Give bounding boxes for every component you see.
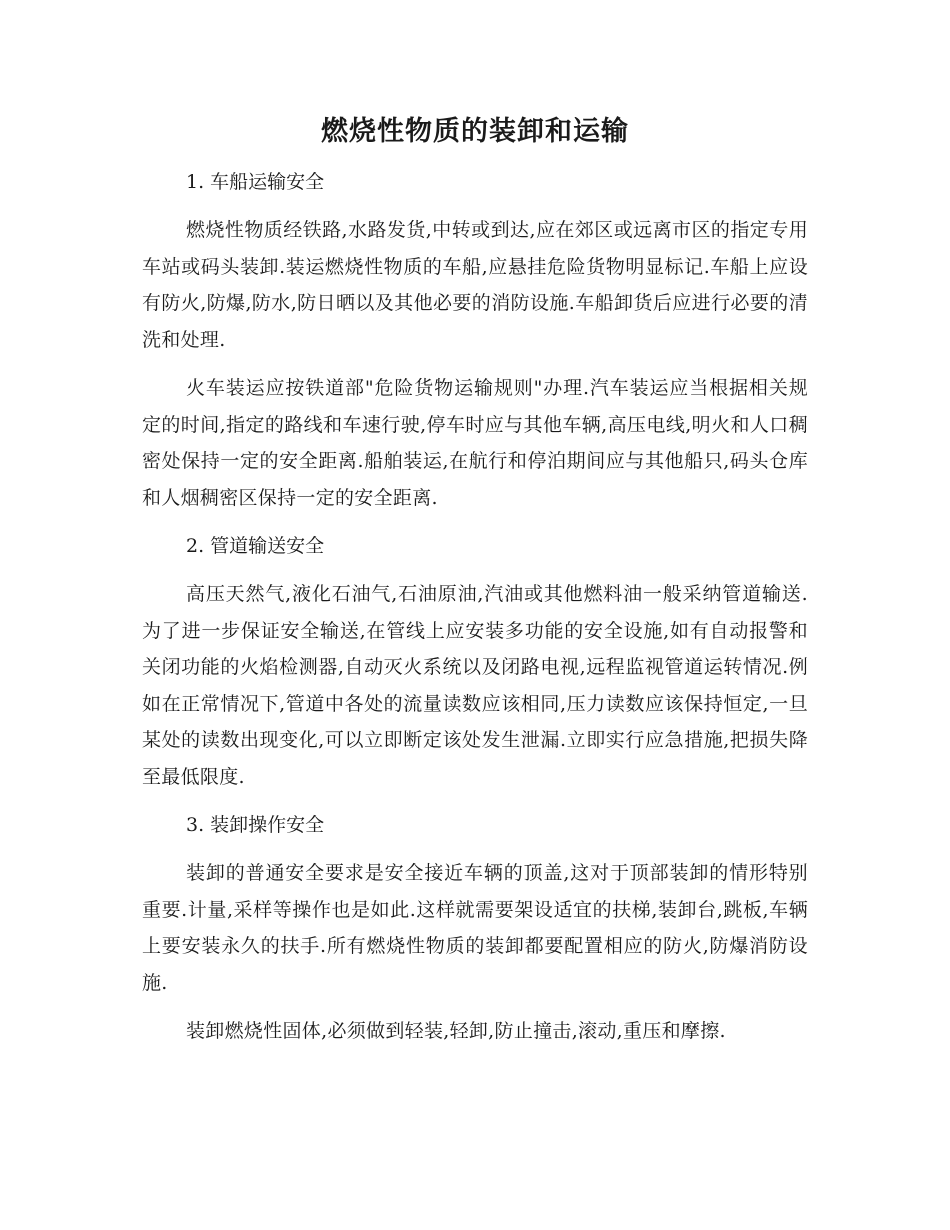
document-body <box>142 112 808 1062</box>
section-heading: 2. 管道输送安全 <box>186 535 325 557</box>
paragraph: 高压天然气,液化石油气,石油原油,汽油或其他燃料油一般采纳管道输送.为了进一步保证安全输送,在管线上应安装多功能的安全设施,如有自动报警和关闭功能的火焰检测器,自动灭火系统以及闭路电视,远程监视管道运转情况.例如在正常情况下,管道中各处的流量读数应该相同,压力读数应该保持恒定,一旦某处的读数出现变化,可以立即断定该处发生泄漏.立即实行应急措施,把损失降至最低限度. <box>142 583 808 788</box>
document-title: 燃烧性物质的装卸和运输 <box>321 116 629 147</box>
section-heading: 1. 车船运输安全 <box>186 171 325 193</box>
paragraph: 燃烧性物质经铁路,水路发货,中转或到达,应在郊区或远离市区的指定专用车站或码头装卸.装运燃烧性物质的车船,应悬挂危险货物明显标记.车船上应设有防火,防爆,防水,防日晒以及其他必要的消防设施.车船卸货后应进行必要的清洗和处理. <box>142 219 808 351</box>
section-loading-operations <box>142 807 808 1050</box>
section-rail-transport <box>142 164 808 516</box>
paragraph: 装卸燃烧性固体,必须做到轻装,轻卸,防止撞击,滚动,重压和摩擦. <box>186 1020 726 1042</box>
paragraph: 装卸的普通安全要求是安全接近车辆的顶盖,这对于顶部装卸的情形特别重要.计量,采样等操作也是如此.这样就需要架设适宜的扶梯,装卸台,跳板,车辆上要安装永久的扶手.所有燃烧性物质的装卸都要配置相应的防火,防爆消防设施. <box>142 862 808 994</box>
section-pipeline-transport <box>142 528 808 795</box>
section-heading: 3. 装卸操作安全 <box>186 814 325 836</box>
paragraph: 火车装运应按铁道部"危险货物运输规则"办理.汽车装运应当根据相关规定的时间,指定的路线和车速行驶,停车时应与其他车辆,高压电线,明火和人口稠密处保持一定的安全距离.船舶装运,在航行和停泊期间应与其他船只,码头仓库和人烟稠密区保持一定的安全距离. <box>142 377 808 509</box>
